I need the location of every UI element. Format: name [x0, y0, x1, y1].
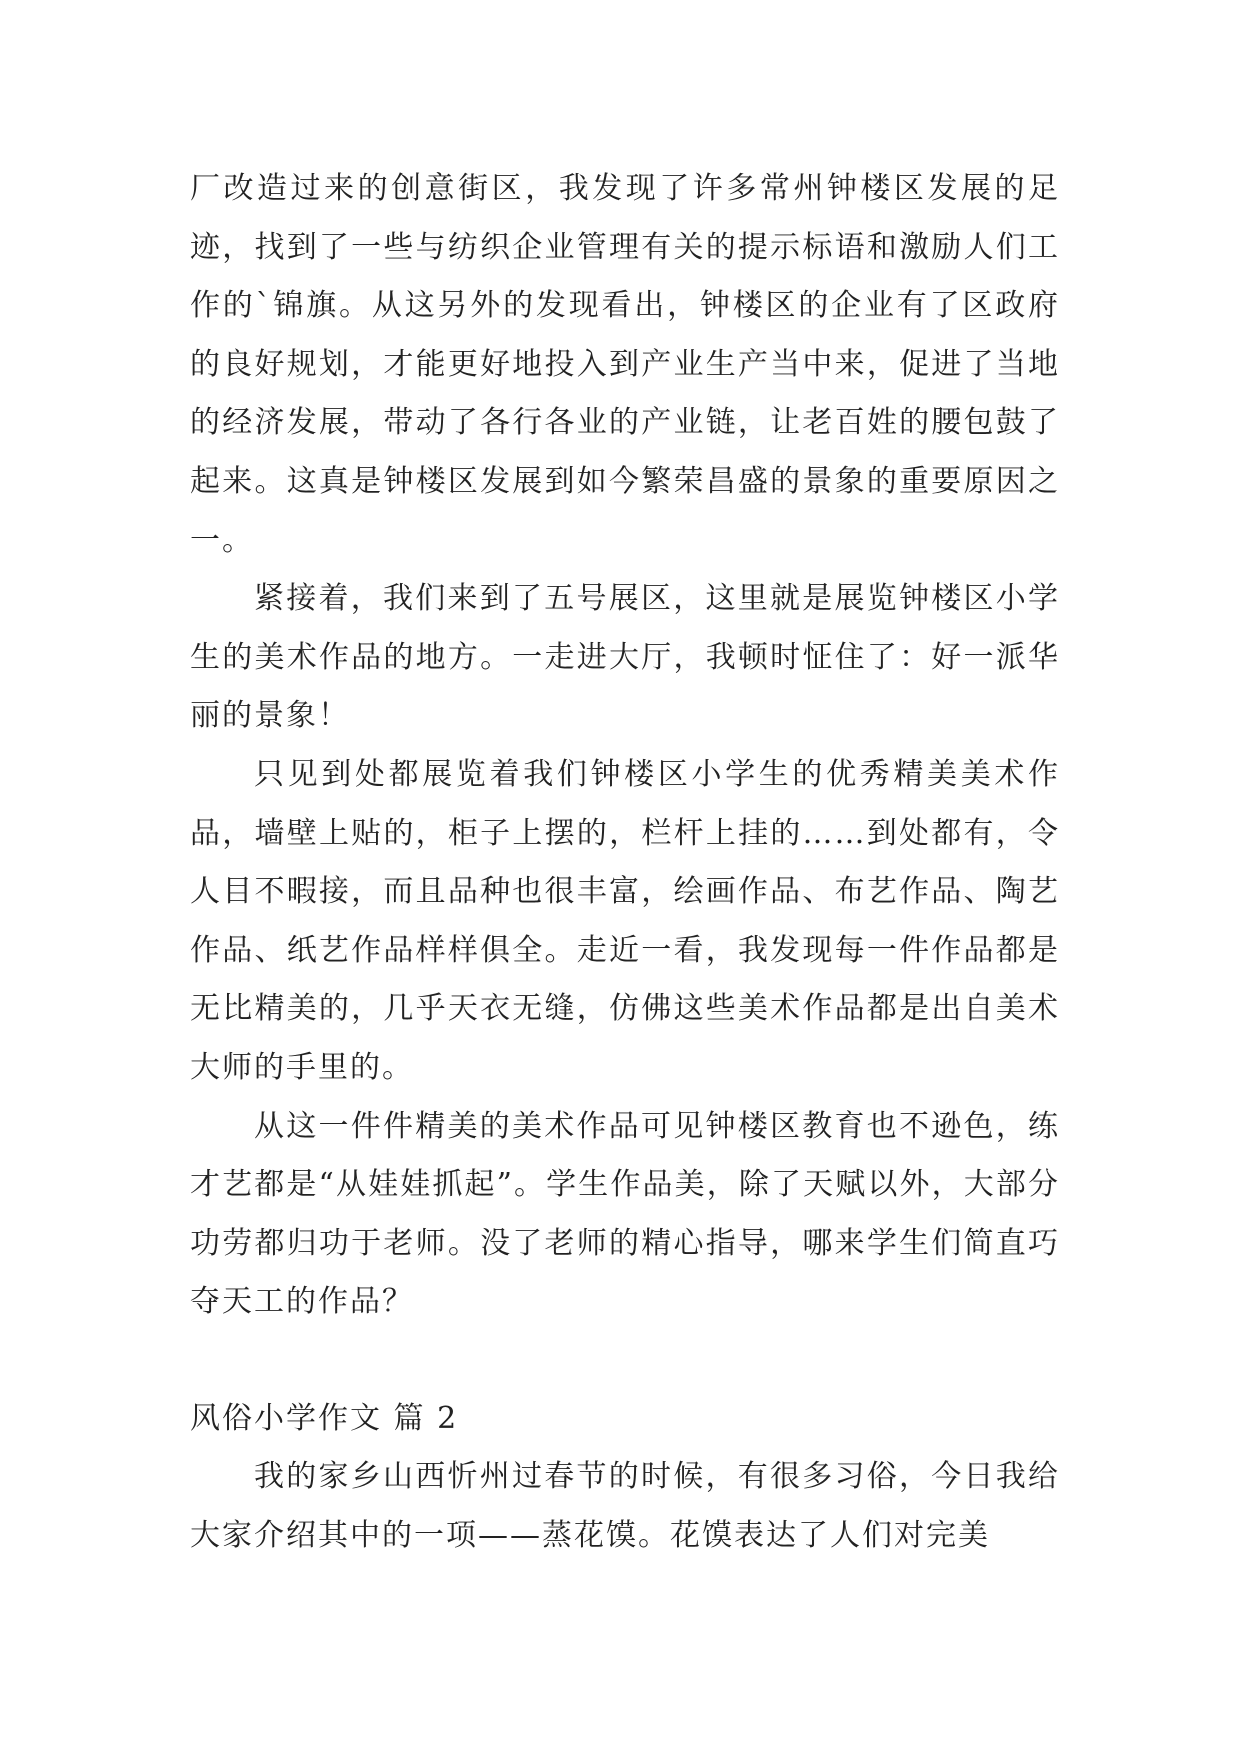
- paragraph-spring-festival: 我的家乡山西忻州过春节的时候，有很多习俗，今日我给大家介绍其中的一项——蒸花馍。花馍表达了人们对完美: [190, 1459, 1060, 1554]
- section-heading: 风俗小学作文 篇 2: [190, 1400, 459, 1436]
- paragraph-exhibition-area-five: 紧接着，我们来到了五号展区，这里就是展览钟楼区小学生的美术作品的地方。一走进大厅，我顿时怔住了：好一派华丽的景象！: [190, 581, 1060, 734]
- paragraph-artworks-display: 只见到处都展览着我们钟楼区小学生的优秀精美美术作品，墙壁上贴的，柜子上摆的，栏杆上挂的……到处都有，令人目不暇接，而且品种也很丰富，绘画作品、布艺作品、陶艺作品、纸艺作品样样俱全。走近一看，我发现每一件作品都是无比精美的，几乎天衣无缝，仿佛这些美术作品都是出自美术大师的手里的。: [190, 756, 1060, 1085]
- paragraph-creative-district: 厂改造过来的创意街区，我发现了许多常州钟楼区发展的足迹，找到了一些与纺织企业管理有关的提示标语和激励人们工作的`锦旗。从这另外的发现看出，钟楼区的企业有了区政府的良好规划，才能更好地投入到产业生产当中来，促进了当地的经济发展，带动了各行各业的产业链，让老百姓的腰包鼓了起来。这真是钟楼区发展到如今繁荣昌盛的景象的重要原因之一。: [190, 171, 1060, 558]
- document-body: [190, 160, 1060, 1566]
- paragraph-education-praise: 从这一件件精美的美术作品可见钟楼区教育也不逊色，练才艺都是“从娃娃抓起”。学生作品美，除了天赋以外，大部分功劳都归功于老师。没了老师的精心指导，哪来学生们简直巧夺天工的作品？: [190, 1108, 1060, 1320]
